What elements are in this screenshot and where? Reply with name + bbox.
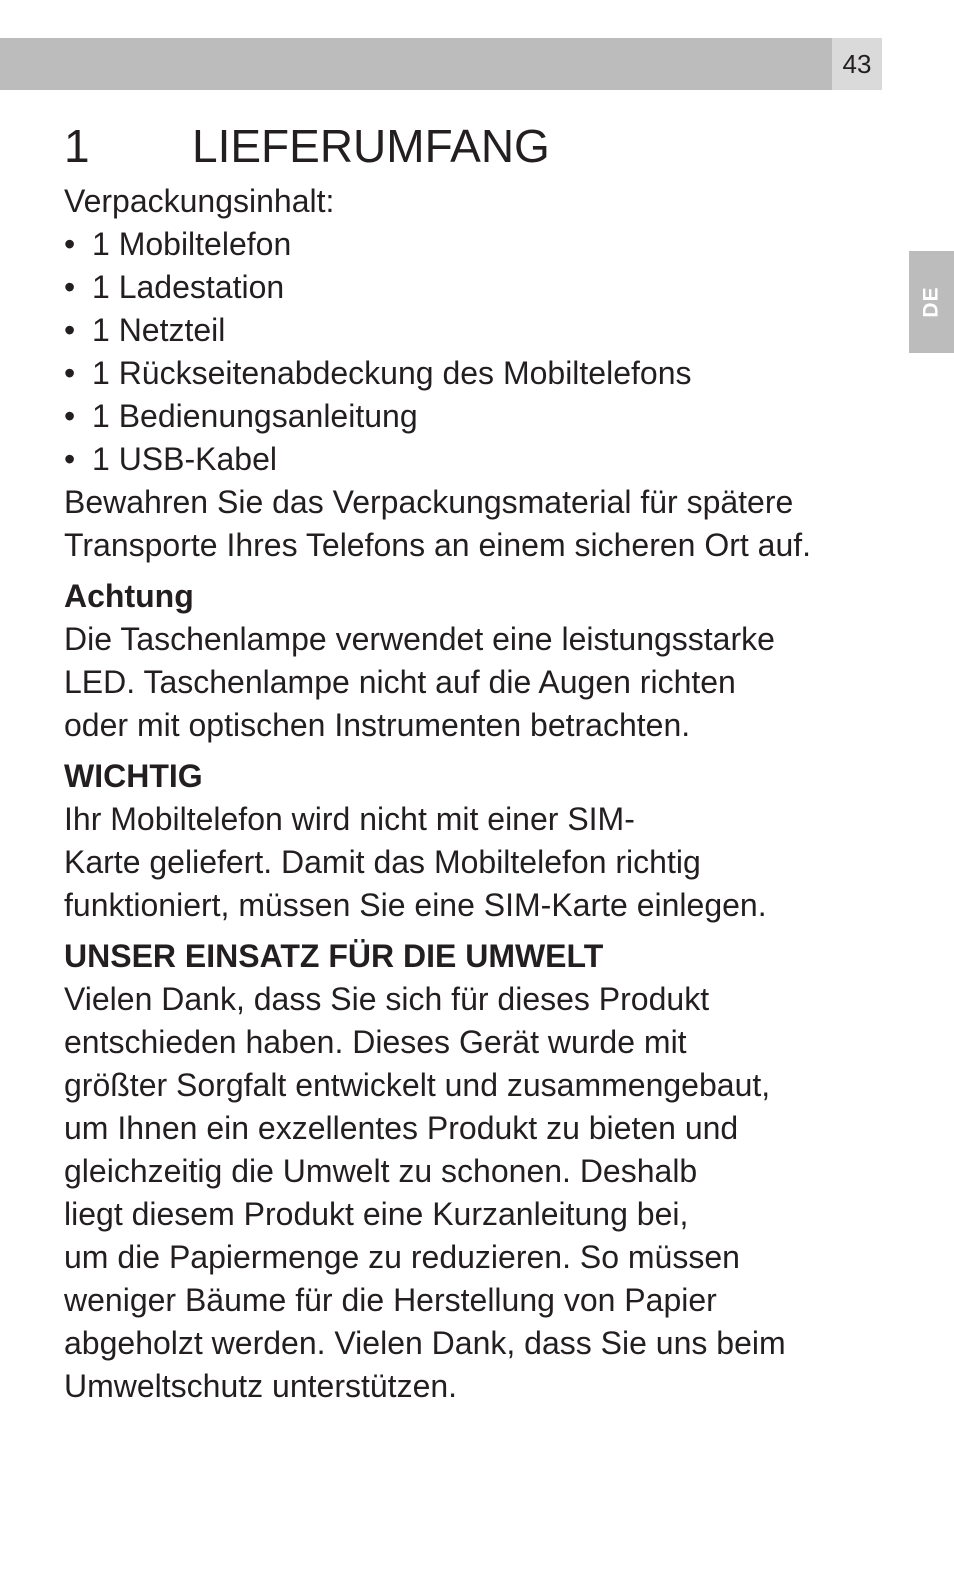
list-item <box>64 309 904 352</box>
list-item <box>64 352 904 395</box>
list-item-text: 1 Netzteil <box>92 312 226 348</box>
language-tab-label: DE <box>919 286 943 318</box>
caution-text <box>64 618 904 747</box>
text-line: entschieden haben. Dieses Gerät wurde mit <box>64 1024 687 1060</box>
text-line: Umweltschutz unterstützen. <box>64 1368 458 1404</box>
text-line: größter Sorgfalt entwickelt und zusammengebaut, <box>64 1067 771 1103</box>
text-line: oder mit optischen Instrumenten betrachten. <box>64 707 691 743</box>
text-line: weniger Bäume für die Herstellung von Papier <box>64 1282 717 1318</box>
list-item <box>64 438 904 481</box>
contents-intro: Verpackungsinhalt: <box>64 183 335 219</box>
environment-text <box>64 978 904 1408</box>
header-bar <box>0 38 832 90</box>
text-line: Karte geliefert. Damit das Mobiltelefon richtig <box>64 844 701 880</box>
bullet-icon: • <box>64 269 76 305</box>
text-line: gleichzeitig die Umwelt zu schonen. Deshalb <box>64 1153 698 1189</box>
page-number: 43 <box>832 38 882 90</box>
list-item-text: 1 Rückseitenabdeckung des Mobiltelefons <box>92 355 692 391</box>
list-item-text: 1 Mobiltelefon <box>92 226 292 262</box>
text-line: um Ihnen ein exzellentes Produkt zu bieten und <box>64 1110 739 1146</box>
text-line: liegt diesem Produkt eine Kurzanleitung bei, <box>64 1196 689 1232</box>
text-line: um die Papiermenge zu reduzieren. So müssen <box>64 1239 740 1275</box>
text-line: Die Taschenlampe verwendet eine leistungsstarke <box>64 621 775 657</box>
list-item-text: 1 Bedienungsanleitung <box>92 398 418 434</box>
section-title <box>64 118 904 174</box>
list-item-text: 1 Ladestation <box>92 269 285 305</box>
text-line: Transporte Ihres Telefons an einem sicheren Ort auf. <box>64 527 812 563</box>
contents-list <box>64 223 904 481</box>
contents-note <box>64 481 904 567</box>
text-line: Vielen Dank, dass Sie sich für dieses Produkt <box>64 981 710 1017</box>
bullet-icon: • <box>64 441 76 477</box>
list-item <box>64 266 904 309</box>
bullet-icon: • <box>64 312 76 348</box>
section-number: 1 <box>64 120 90 172</box>
important-heading: WICHTIG <box>64 758 203 794</box>
language-tab <box>909 251 954 353</box>
bullet-icon: • <box>64 355 76 391</box>
caution-heading: Achtung <box>64 578 194 614</box>
list-item <box>64 395 904 438</box>
section-title-text: LIEFERUMFANG <box>192 120 550 172</box>
environment-heading: UNSER EINSATZ FÜR DIE UMWELT <box>64 938 604 974</box>
important-text <box>64 798 904 927</box>
text-line: abgeholzt werden. Vielen Dank, dass Sie uns beim <box>64 1325 786 1361</box>
list-item <box>64 223 904 266</box>
text-line: Ihr Mobiltelefon wird nicht mit einer SIM- <box>64 801 635 837</box>
list-item-text: 1 USB-Kabel <box>92 441 277 477</box>
bullet-icon: • <box>64 226 76 262</box>
bullet-icon: • <box>64 398 76 434</box>
text-line: LED. Taschenlampe nicht auf die Augen richten <box>64 664 736 700</box>
text-line: funktioniert, müssen Sie eine SIM-Karte einlegen. <box>64 887 767 923</box>
text-line: Bewahren Sie das Verpackungsmaterial für spätere <box>64 484 794 520</box>
page-content <box>64 118 904 1408</box>
